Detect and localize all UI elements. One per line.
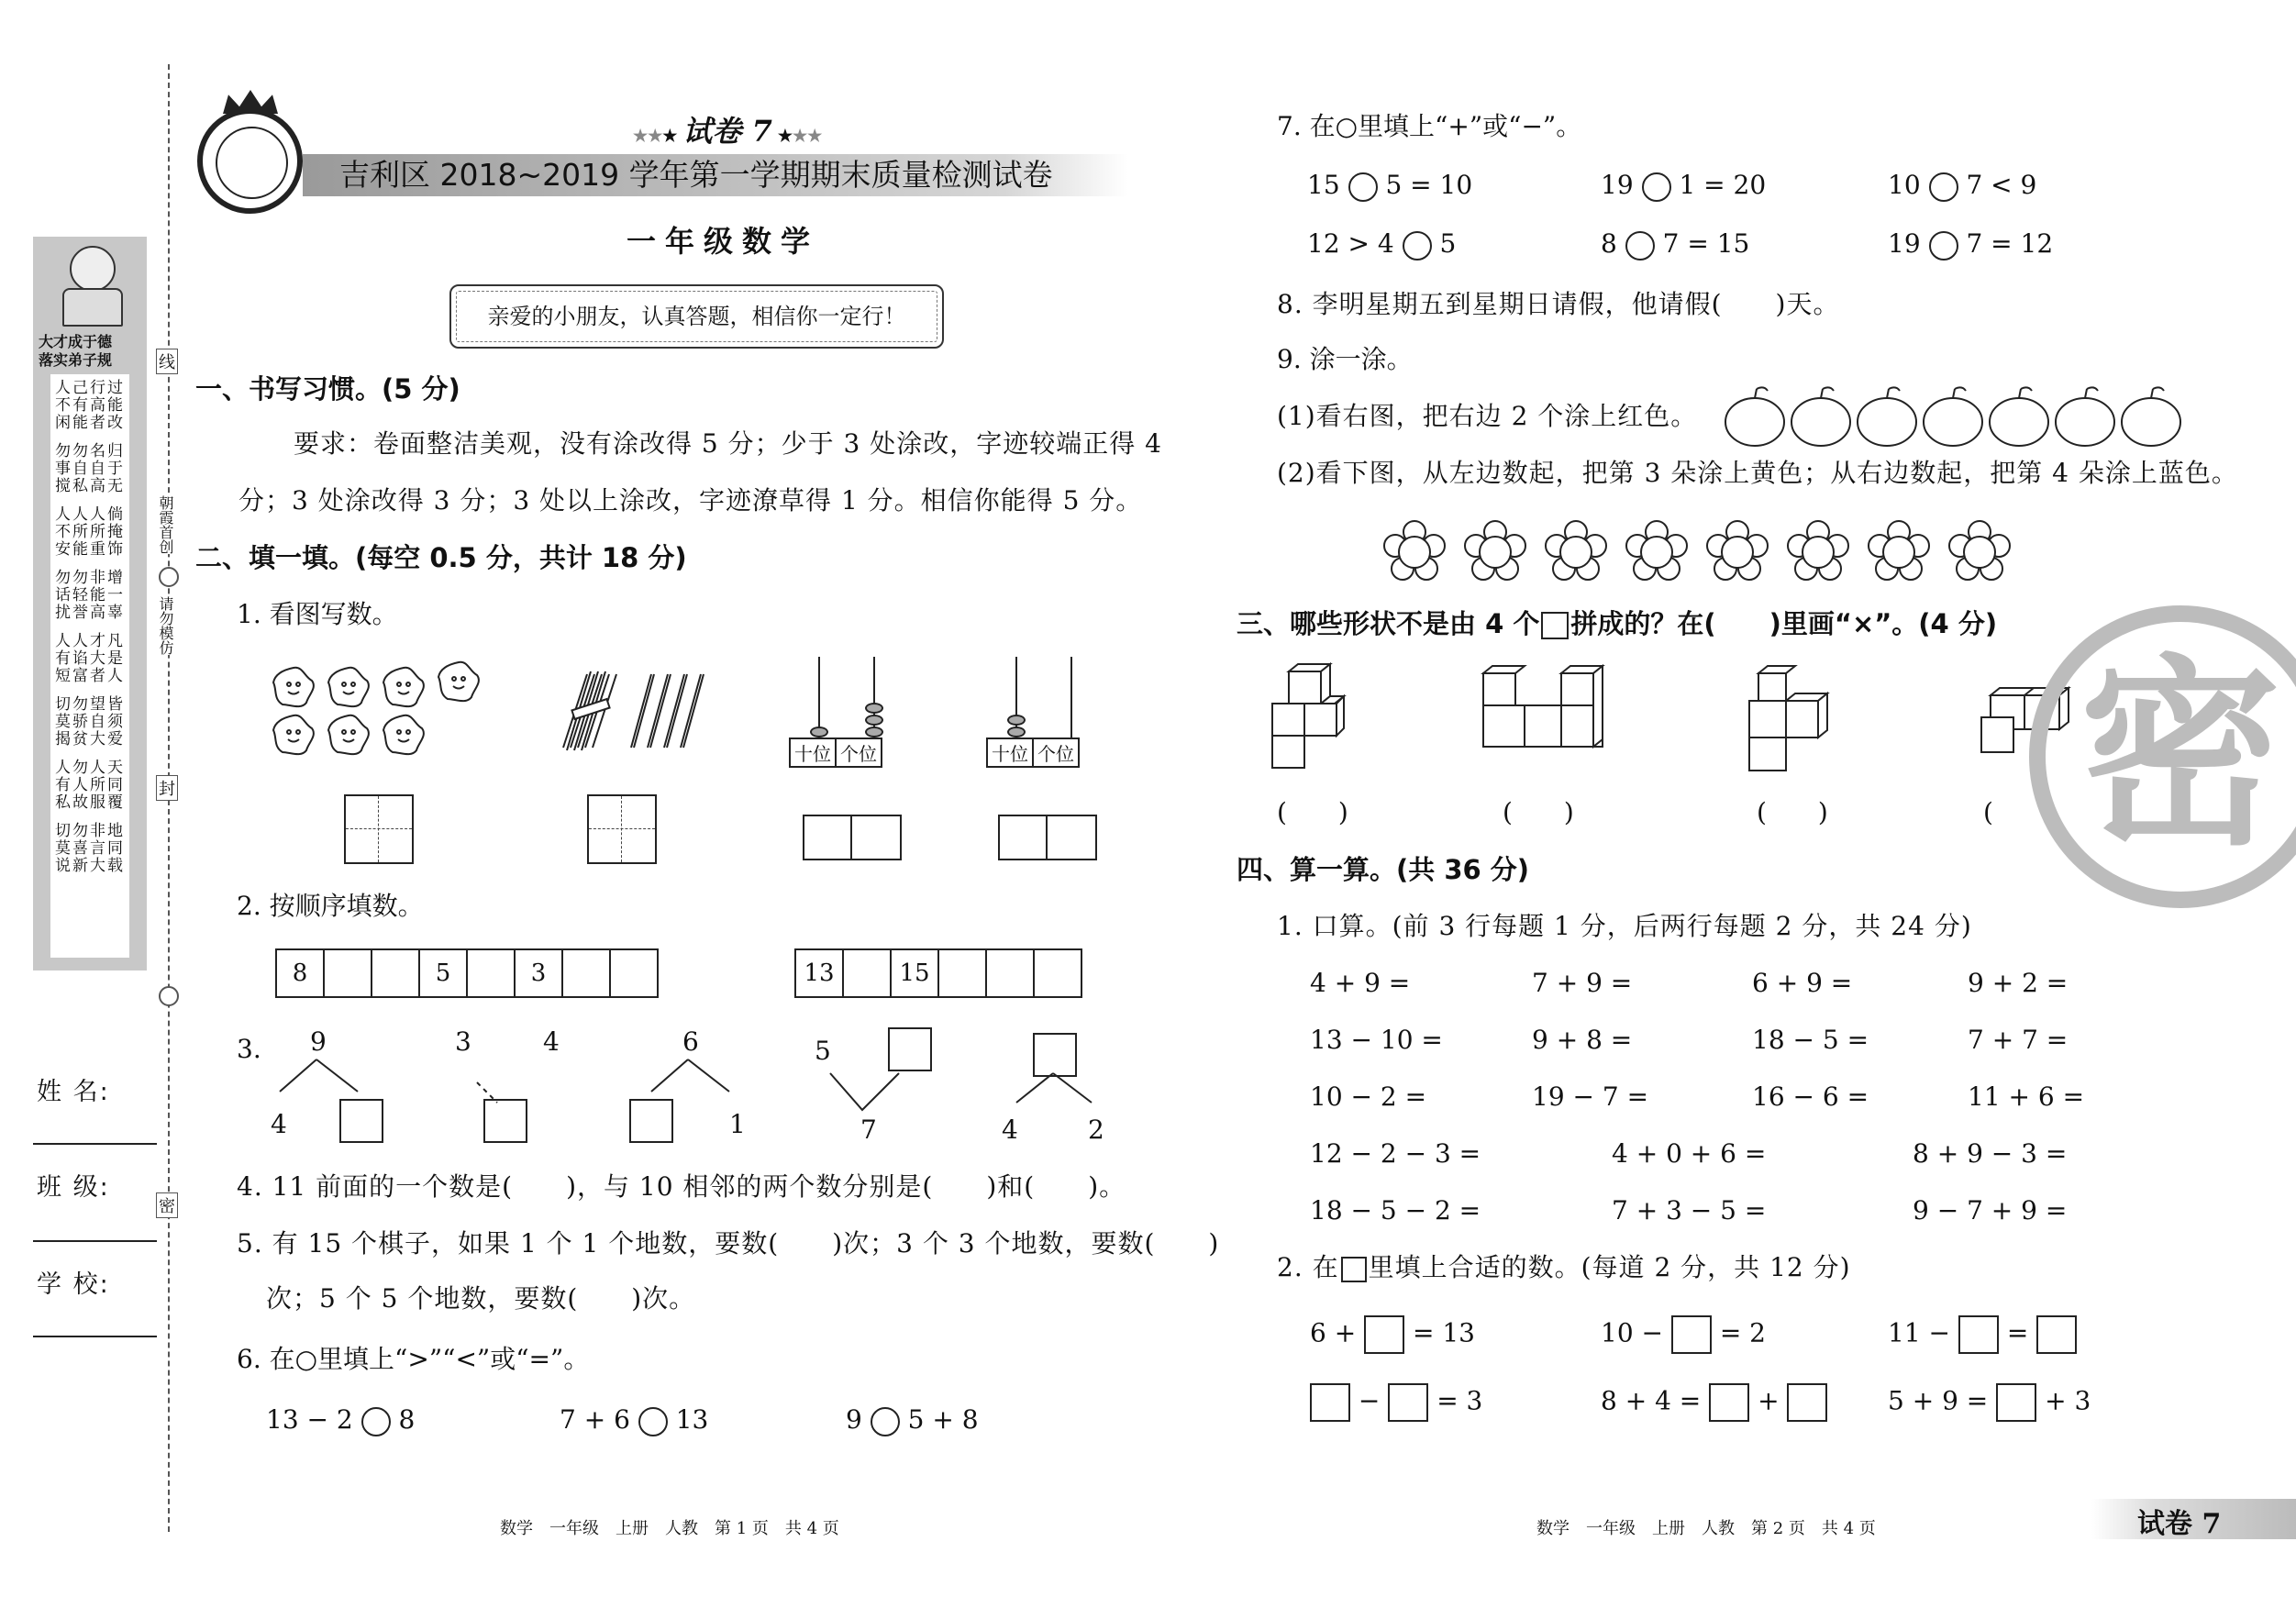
motto-text: 亲爱的小朋友，认真答题，相信你一定行！ (487, 304, 906, 329)
seq-cell: 13 (795, 949, 843, 997)
name-field[interactable] (33, 1143, 157, 1145)
seq-cell[interactable] (986, 949, 1034, 997)
corner-tab-label: 试卷 7 (2137, 1508, 2222, 1540)
bond-e-right: 2 (1088, 1115, 1104, 1145)
oral-r4c2: 4 + 0 + 6 = (1612, 1138, 1767, 1169)
answer-box[interactable] (1958, 1315, 1999, 1354)
fill-item-4: − = 3 (1310, 1383, 1482, 1422)
bond-a-left: 4 (271, 1109, 287, 1139)
name-label: 姓 名: (37, 1078, 110, 1106)
bond-a-top: 9 (310, 1026, 327, 1057)
slogan-2: 落实弟子规 (39, 351, 113, 369)
oral-r5c2: 7 + 3 − 5 = (1612, 1195, 1767, 1225)
seq-cell[interactable] (938, 949, 986, 997)
oral-r2c3: 18 − 5 = (1752, 1025, 1869, 1055)
q7-item-1: 15 5 = 10 (1307, 170, 1473, 200)
motto-box (449, 284, 944, 349)
q4-1-text: 1. 口算。(前 3 行每题 1 分，后两行每题 2 分，共 24 分) (1277, 911, 1972, 941)
seq-cell[interactable] (610, 949, 658, 997)
abacus-2 (986, 657, 1105, 769)
seq-cell[interactable] (843, 949, 891, 997)
sidebar-verses: 人己行过 不有高能 闲能者改 勿勿名归 事自自于 搅私高无 人人人倘 不所所掩 安能重饰 勿勿非增 话轻能一 扰誉高辜 人人才凡 有谄大是 短富者人 切勿望皆 莫骄自须 揭贫大爱 人勿人天 有人所同 私故服覆 切勿非地 莫喜言同 说新大载 (50, 374, 129, 958)
cube-shapes-picture (1270, 662, 2105, 772)
oral-r4c1: 12 − 2 − 3 = (1310, 1138, 1481, 1169)
answer-grid-1[interactable] (344, 794, 414, 864)
seq-cell[interactable] (324, 949, 372, 997)
section-3-heading: 三、哪些形状不是由 4 个 拼成的？在( )里画“×”。(4 分) (1237, 608, 1998, 639)
slogan-1: 大才成于德 (39, 333, 113, 350)
q9-part2: (2)看下图，从左边数起，把第 3 朵涂上黄色；从右边数起，把第 4 朵涂上蓝色。 (1277, 458, 2238, 488)
abacus-1 (789, 657, 908, 769)
op-circle[interactable] (1642, 172, 1671, 202)
q7-item-2: 19 1 = 20 (1601, 170, 1767, 200)
sequence-row-2 (794, 948, 1082, 998)
oral-r5c3: 9 − 7 + 9 = (1913, 1195, 2068, 1225)
oral-r2c1: 13 − 10 = (1310, 1025, 1443, 1055)
q6-item-2: 7 + 6 13 (560, 1404, 709, 1435)
op-circle[interactable] (1403, 231, 1432, 261)
exam-title: 吉利区 2018~2019 学年第一学期期末质量检测试卷 (339, 157, 1053, 193)
binding-copyright-2: 请勿模仿 (157, 596, 174, 655)
oral-r3c3: 16 − 6 = (1752, 1081, 1869, 1112)
section-1-req-line1: 要求：卷面整洁美观，没有涂改得 5 分；少于 3 处涂改，字迹较端正得 4 (294, 428, 1162, 459)
oral-r5c1: 18 − 5 − 2 = (1310, 1195, 1481, 1225)
binding-mark-secret: 密 (156, 1192, 178, 1218)
stamp-character: 密 (2079, 638, 2281, 872)
sidebar-panel (33, 237, 147, 970)
abacus-ones-label: 个位 (1034, 738, 1080, 768)
confidential-stamp (2029, 605, 2296, 908)
q7-text: 7. 在○里填上“+”或“−”。 (1277, 111, 1582, 141)
answer-box[interactable] (1787, 1383, 1827, 1422)
seq-cell[interactable] (562, 949, 610, 997)
binding-mark-line: 线 (156, 349, 178, 374)
oral-r2c4: 7 + 7 = (1968, 1025, 2069, 1055)
bond-c-top: 6 (682, 1026, 699, 1057)
answer-box[interactable] (1364, 1315, 1404, 1354)
abacus-tens-label: 十位 (986, 738, 1034, 768)
op-circle[interactable] (1929, 231, 1958, 261)
fill-item-1: 6 + = 13 (1310, 1315, 1475, 1354)
q3-label: 3. (237, 1034, 261, 1064)
answer-box[interactable] (1996, 1383, 2036, 1422)
seq-cell: 3 (515, 949, 562, 997)
q9-part1: (1)看右图，把右边 2 个涂上红色。 (1277, 401, 1698, 431)
fill-item-6: 5 + 9 = + 3 (1888, 1383, 2091, 1422)
q8-text: 8. 李明星期五到星期日请假，他请假( )天。 (1277, 289, 1840, 319)
q7-item-3: 10 7 < 9 (1888, 170, 2037, 200)
left-footer: 数学 一年级 上册 人教 第 1 页 共 4 页 (500, 1519, 839, 1538)
q5-text-line1: 5. 有 15 个棋子，如果 1 个 1 个地数，要数( )次；3 个 3 个地数，要数( ) (237, 1228, 1220, 1259)
q6-item-3: 9 5 + 8 (846, 1404, 979, 1435)
answer-box[interactable] (1671, 1315, 1712, 1354)
oral-r3c2: 19 − 7 = (1532, 1081, 1649, 1112)
seq-cell: 5 (419, 949, 467, 997)
q6-item-1: 13 − 2 8 (266, 1404, 416, 1435)
class-field[interactable] (33, 1240, 157, 1242)
seq-cell[interactable] (1034, 949, 1081, 997)
section-1-heading: 一、书写习惯。(5 分) (195, 373, 460, 405)
bond-b-box[interactable] (483, 1099, 527, 1143)
seq-cell[interactable] (467, 949, 515, 997)
binding-copyright-1: 朝霞首创 (157, 495, 174, 554)
paper-label: 试卷 7 (682, 114, 772, 149)
answer-box[interactable] (1709, 1383, 1749, 1422)
banner-stars: ★★★ 试卷 7 ★★★ (633, 114, 823, 149)
q2-label: 2. 按顺序填数。 (237, 891, 424, 921)
compare-circle[interactable] (361, 1407, 391, 1436)
section-2-heading: 二、填一填。(每空 0.5 分，共计 18 分) (195, 542, 687, 573)
answer-box[interactable] (1388, 1383, 1428, 1422)
op-circle[interactable] (1348, 172, 1378, 202)
class-label: 班 级: (37, 1173, 110, 1202)
fill-item-2: 10 − = 2 (1601, 1315, 1766, 1354)
fill-item-5: 8 + 4 = + (1601, 1383, 1827, 1422)
seq-cell: 15 (891, 949, 938, 997)
child-figure-icon (70, 246, 116, 292)
bond-b-top2: 4 (543, 1026, 560, 1057)
compare-circle[interactable] (871, 1407, 900, 1436)
compare-circle[interactable] (638, 1407, 668, 1436)
answer-box-abacus-1[interactable] (803, 815, 902, 860)
oral-r1c1: 4 + 9 = (1310, 968, 1411, 998)
q4-text: 4. 11 前面的一个数是( )，与 10 相邻的两个数分别是( )和( )。 (237, 1171, 1126, 1202)
bond-c-right: 1 (729, 1109, 746, 1139)
oral-r1c2: 7 + 9 = (1532, 968, 1633, 998)
section-4-heading: 四、算一算。(共 36 分) (1237, 854, 1530, 885)
subject-title: 一年级数学 (627, 224, 820, 259)
bond-e-box[interactable] (1033, 1033, 1077, 1077)
publisher-logo (197, 108, 303, 214)
op-circle[interactable] (1625, 231, 1655, 261)
bond-d-left: 5 (815, 1036, 831, 1066)
q4-2-text: 2. 在 里填上合适的数。(每道 2 分，共 12 分) (1277, 1252, 1851, 1282)
flowers-picture (266, 660, 486, 761)
oral-r3c1: 10 − 2 = (1310, 1081, 1427, 1112)
q6-text: 6. 在○里填上“>”“<”或“=”。 (237, 1344, 590, 1374)
school-label: 学 校: (37, 1270, 110, 1299)
abacus-tens-label: 十位 (789, 738, 837, 768)
sequence-row-1 (275, 948, 659, 998)
seq-cell: 8 (276, 949, 324, 997)
oral-r1c4: 9 + 2 = (1968, 968, 2069, 998)
number-bond-lines (257, 1046, 1128, 1137)
q5-text-line2: 次；5 个 5 个地数，要数( )次。 (266, 1283, 696, 1314)
oral-r4c3: 8 + 9 − 3 = (1913, 1138, 2068, 1169)
unit-cube-icon (1541, 612, 1569, 639)
section-1-req-line2: 分；3 处涂改得 3 分；3 处以上涂改，字迹潦草得 1 分。相信你能得 5 分。 (238, 485, 1143, 516)
binding-hole-2 (159, 986, 179, 1006)
answer-box[interactable] (2036, 1315, 2077, 1354)
answer-box[interactable] (1310, 1383, 1350, 1422)
q9-text: 9. 涂一涂。 (1277, 344, 1413, 374)
bond-d-box[interactable] (888, 1027, 932, 1071)
right-footer: 数学 一年级 上册 人教 第 2 页 共 4 页 (1536, 1519, 1876, 1538)
shape-answer-1[interactable]: ( ) (1277, 797, 1348, 827)
shape-answer-4[interactable]: ( ) (1983, 797, 2055, 827)
shape-answer-3[interactable]: ( ) (1757, 797, 1828, 827)
oral-r1c3: 6 + 9 = (1752, 968, 1853, 998)
q7-item-5: 8 7 = 15 (1601, 228, 1750, 259)
bond-b-top1: 3 (455, 1026, 471, 1057)
oral-r3c4: 11 + 6 = (1968, 1081, 2085, 1112)
answer-grid-2[interactable] (587, 794, 657, 864)
op-circle[interactable] (1929, 172, 1958, 202)
q7-item-4: 12 > 4 5 (1307, 228, 1457, 259)
shape-answer-2[interactable]: ( ) (1503, 797, 1574, 827)
q7-item-6: 19 7 = 12 (1888, 228, 2054, 259)
oral-r2c2: 9 + 8 = (1532, 1025, 1633, 1055)
fill-item-3: 11 − = (1888, 1315, 2077, 1354)
apples-picture[interactable] (1725, 385, 2202, 449)
blank-box-icon (1341, 1257, 1367, 1282)
binding-mark-seal: 封 (156, 775, 178, 801)
bond-d-bottom: 7 (860, 1115, 877, 1145)
seq-cell[interactable] (372, 949, 419, 997)
q1-label: 1. 看图写数。 (237, 599, 398, 629)
abacus-ones-label: 个位 (837, 738, 882, 768)
bond-e-left: 4 (1002, 1115, 1018, 1145)
binding-hole-1 (159, 567, 179, 587)
school-field[interactable] (33, 1336, 157, 1337)
bond-c-box[interactable] (629, 1099, 673, 1143)
answer-box-abacus-2[interactable] (998, 815, 1097, 860)
bond-a-box[interactable] (339, 1099, 383, 1143)
flowers-row-picture[interactable] (1376, 516, 2091, 585)
sticks-bundle-picture (560, 670, 725, 761)
